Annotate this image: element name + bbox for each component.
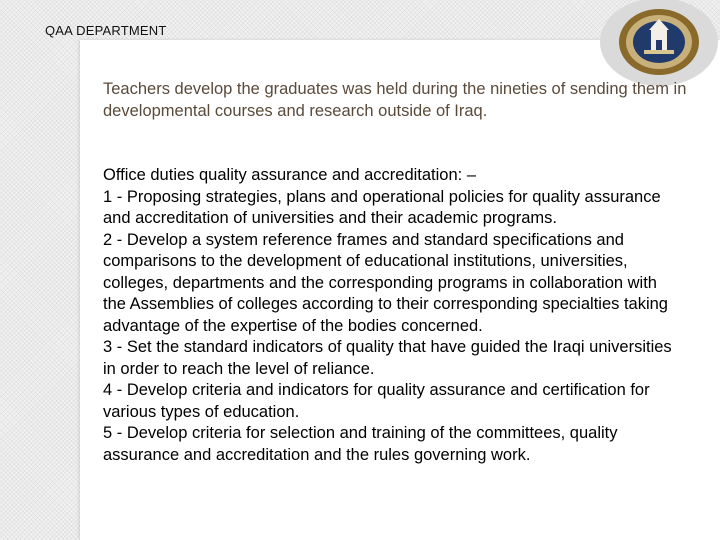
duty-item-1: 1 - Proposing strategies, plans and operational policies for quality assurance and accreditation of universities and their academic programs. [103,187,661,227]
duties-list [103,165,678,466]
duties-heading: Office duties quality assurance and accreditation: – [103,166,476,184]
duty-item-2: 2 - Develop a system reference frames and standard specifications and comparisons to the development of educational institutions, universities, colleges, departments and the corresponding programs in collaboration with the Assemblies of colleges according to their corresponding specialties taking advantage of the expertise of the bodies concerned. [103,230,668,335]
duty-item-3: 3 - Set the standard indicators of quality that have guided the Iraqi universities in order to reach the level of reliance. [103,338,672,378]
department-label: QAA DEPARTMENT [45,23,167,38]
duty-item-5: 5 - Develop criteria for selection and training of the committees, quality assurance and accreditation and the rules governing work. [103,424,618,464]
logo [600,0,718,86]
university-seal-icon [616,6,702,78]
intro-paragraph: Teachers develop the graduates was held during the nineties of sending them in developmental courses and research outside of Iraq. [103,80,687,120]
duty-item-4: 4 - Develop criteria and indicators for quality assurance and certification for various types of education. [103,381,650,421]
